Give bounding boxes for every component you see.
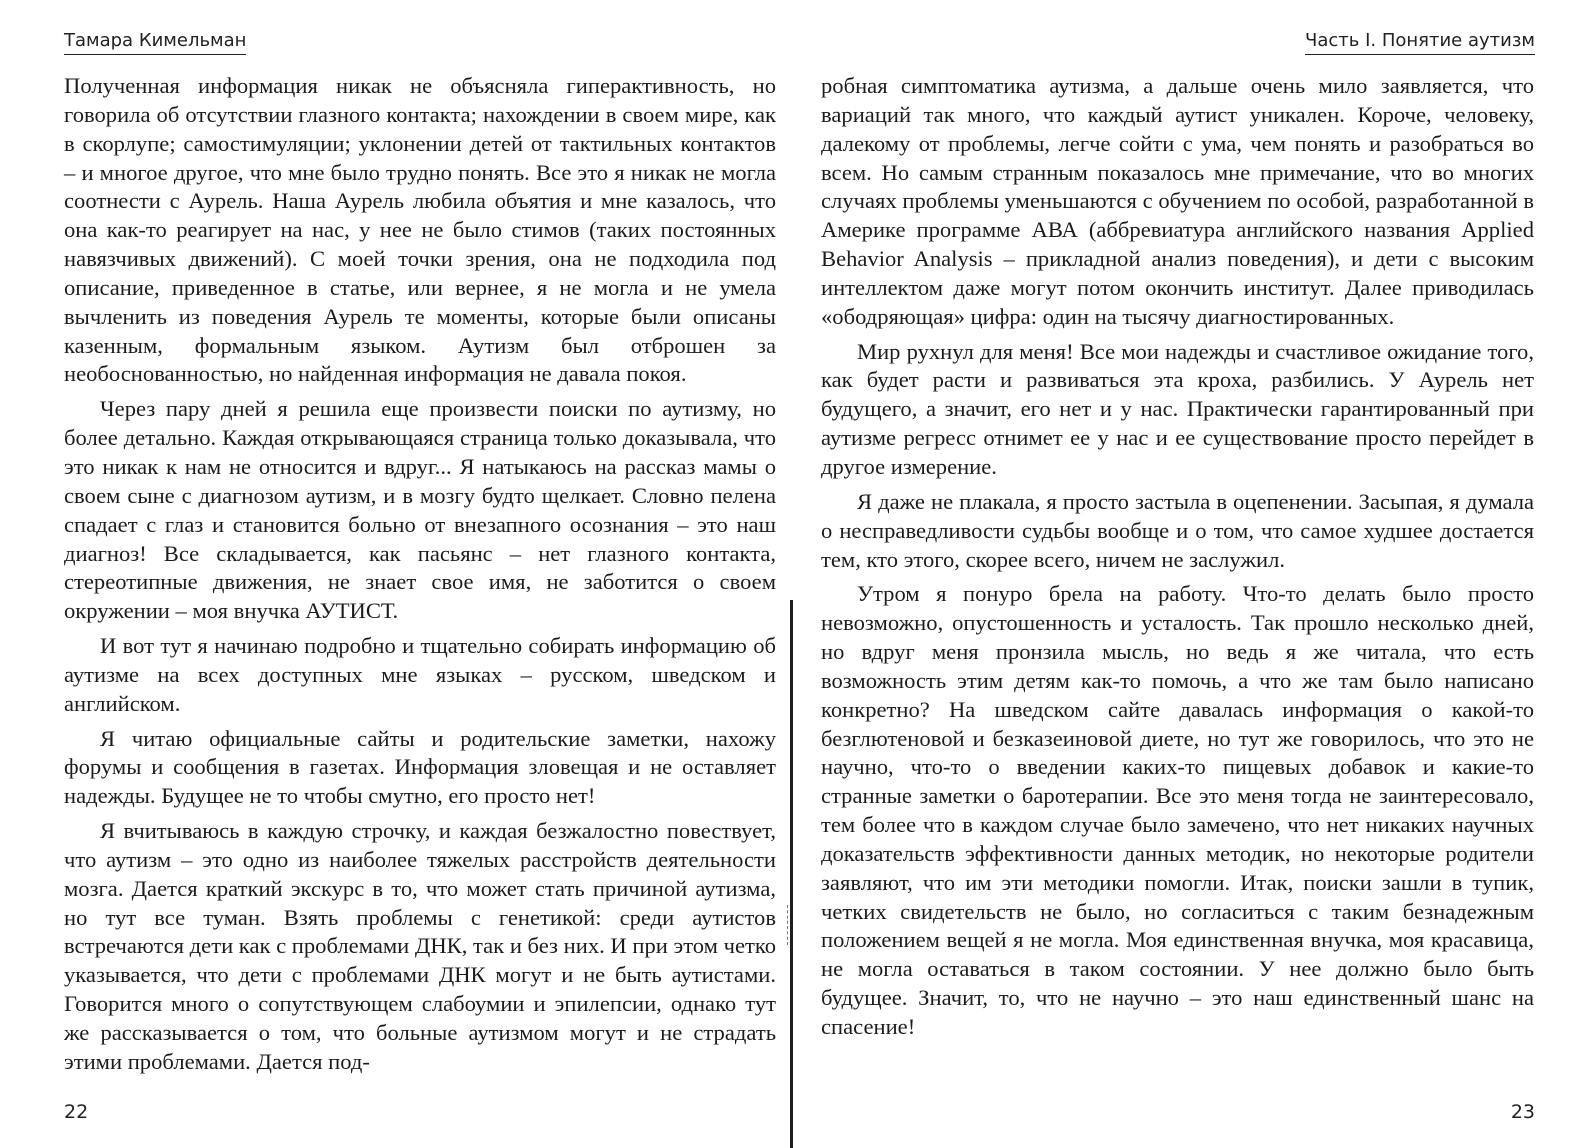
left-body-text [64,72,776,1083]
paragraph: Мир рухнул для меня! Все мои надежды и счастливое ожидание того, как будет расти и развиваться эта кроха, разбились. У Аурель нет будущего, а значит, его нет и у нас. Практически гарантированный при аутизме регресс отнимет ее у нас и ее существование просто перейдет в другое измерение. [821,338,1534,479]
paragraph: Я читаю официальные сайты и родительские заметки, нахожу форумы и сообщения в газетах. Информация зловещая и не оставляет надежды. Будущее не то чтобы смутно, его просто нет! [64,725,776,809]
paragraph: Через пару дней я решила еще произвести поиски по аутизму, но более детально. Каждая открывающаяся страница только доказывала, что это никак к нам не относится и вдруг... Я натыкаюсь на рассказ мамы о своем сыне с диагнозом аутизм, и в мозгу будто щелкает. Словно пелена спадает с глаз и становится больно от внезапного осознания – это наш диагноз! Все складывается, как пасьянс – нет глазного контакта, стереотипные движения, не знает свое имя, не заботится о своем окружении – моя внучка АУТИСТ. [64,396,776,624]
paragraph: робная симптоматика аутизма, а дальше очень мило заявляется, что вариаций так много, что каждый аутист уникален. Короче, человеку, далекому от проблемы, легче сойти с ума, чем понять и разобраться во всем. Но самым странным показалось мне примечание, что во многих случаях проблемы уменьшаются с обучением по особой, разработанной в Америке программе АВА (аббревиатура английского названия Applied Behavior Analysis – прикладной анализ поведения), и дети с высоким интеллектом даже могут потом окончить институт. Далее приводилась «ободряющая» цифра: один на тысячу диагностированных. [821,73,1534,329]
page-number-right: 23 [1510,1101,1535,1123]
running-head-section: Часть I. Понятие аутизм [1305,30,1535,55]
right-page [792,0,1575,1148]
paragraph: Утром я понуро брела на работу. Что-то делать было просто невозможно, опустошенность и усталость. Так прошло несколько дней, но вдруг меня пронзила мысль, но ведь я же читала, что есть возможность этим детям как-то помочь, а что же там было написано конкретно? На шведском сайте давалась информация о какой-то безглютеновой и безказеиновой диете, но тут же говорилось, что это не научно, что-то о введении каких-то пищевых добавок и какие-то странные заметки о баротерапии. Все это меня тогда не заинтересовало, тем более что в каждом случае было замечено, что нет никаких научных доказательств эффективности данных методик, но некоторые родители заявляют, что им эти методики помогли. Итак, поиски зашли в тупик, четких свидетельств не было, но согласиться с таким безнадежным положением вещей я не могла. Моя единственная внучка, моя красавица, не могла оставаться в таком состоянии. У нее должно было быть будущее. Значит, то, что не научно – это наш единственный шанс на спасение! [821,581,1534,1039]
paragraph: И вот тут я начинаю подробно и тщательно собирать информацию об аутизме на всех доступных мне языках – русском, шведском и английском. [64,633,776,716]
page-number-left: 22 [64,1101,89,1123]
right-body-text [821,72,1534,1048]
running-head-author: Тамара Кимельман [64,30,246,55]
paragraph: Полученная информация никак не объясняла гиперактивность, но говорила об отсутствии глазного контакта; нахождении в своем мире, как в скорлупе; самостимуляции; уклонении детей от тактильных контактов – и многое другое, что мне было трудно понять. Все это я никак не могла соотнести с Аурель. Наша Аурель любила объятия и мне казалось, что она как-то реагирует на нас, у нее не было стимов (таких постоянных навязчивых движений). С моей точки зрения, она не подходила под описание, приведенное в статье, или вернее, я не могла и не умела вычленить из поведения Аурель те моменты, которые были описаны казенным, формальным языком. Аутизм был отброшен за необоснованностью, но найденная информация не давала покоя. [64,73,776,387]
gutter-mark [787,905,790,945]
paragraph: Я вчитываюсь в каждую строчку, и каждая безжалостно повествует, что аутизм – это одно из наиболее тяжелых расстройств деятельности мозга. Дается краткий экскурс в то, что может стать причиной аутизма, но тут все туман. Взять проблемы с генетикой: среди аутистов встречаются дети как с проблемами ДНК, так и без них. И при этом четко указывается, что дети с проблемами ДНК могут и не быть аутистами. Говорится много о сопутствующем слабоумии и эпилепсии, однако тут же рассказывается о том, что больные аутизмом могут и не страдать этими проблемами. Дается под- [64,818,776,1074]
paragraph: Я даже не плакала, я просто застыла в оцепенении. Засыпая, я думала о несправедливости судьбы вообще и о том, что самое худшее достается тем, кто этого, скорее всего, ничем не заслужил. [821,488,1534,572]
